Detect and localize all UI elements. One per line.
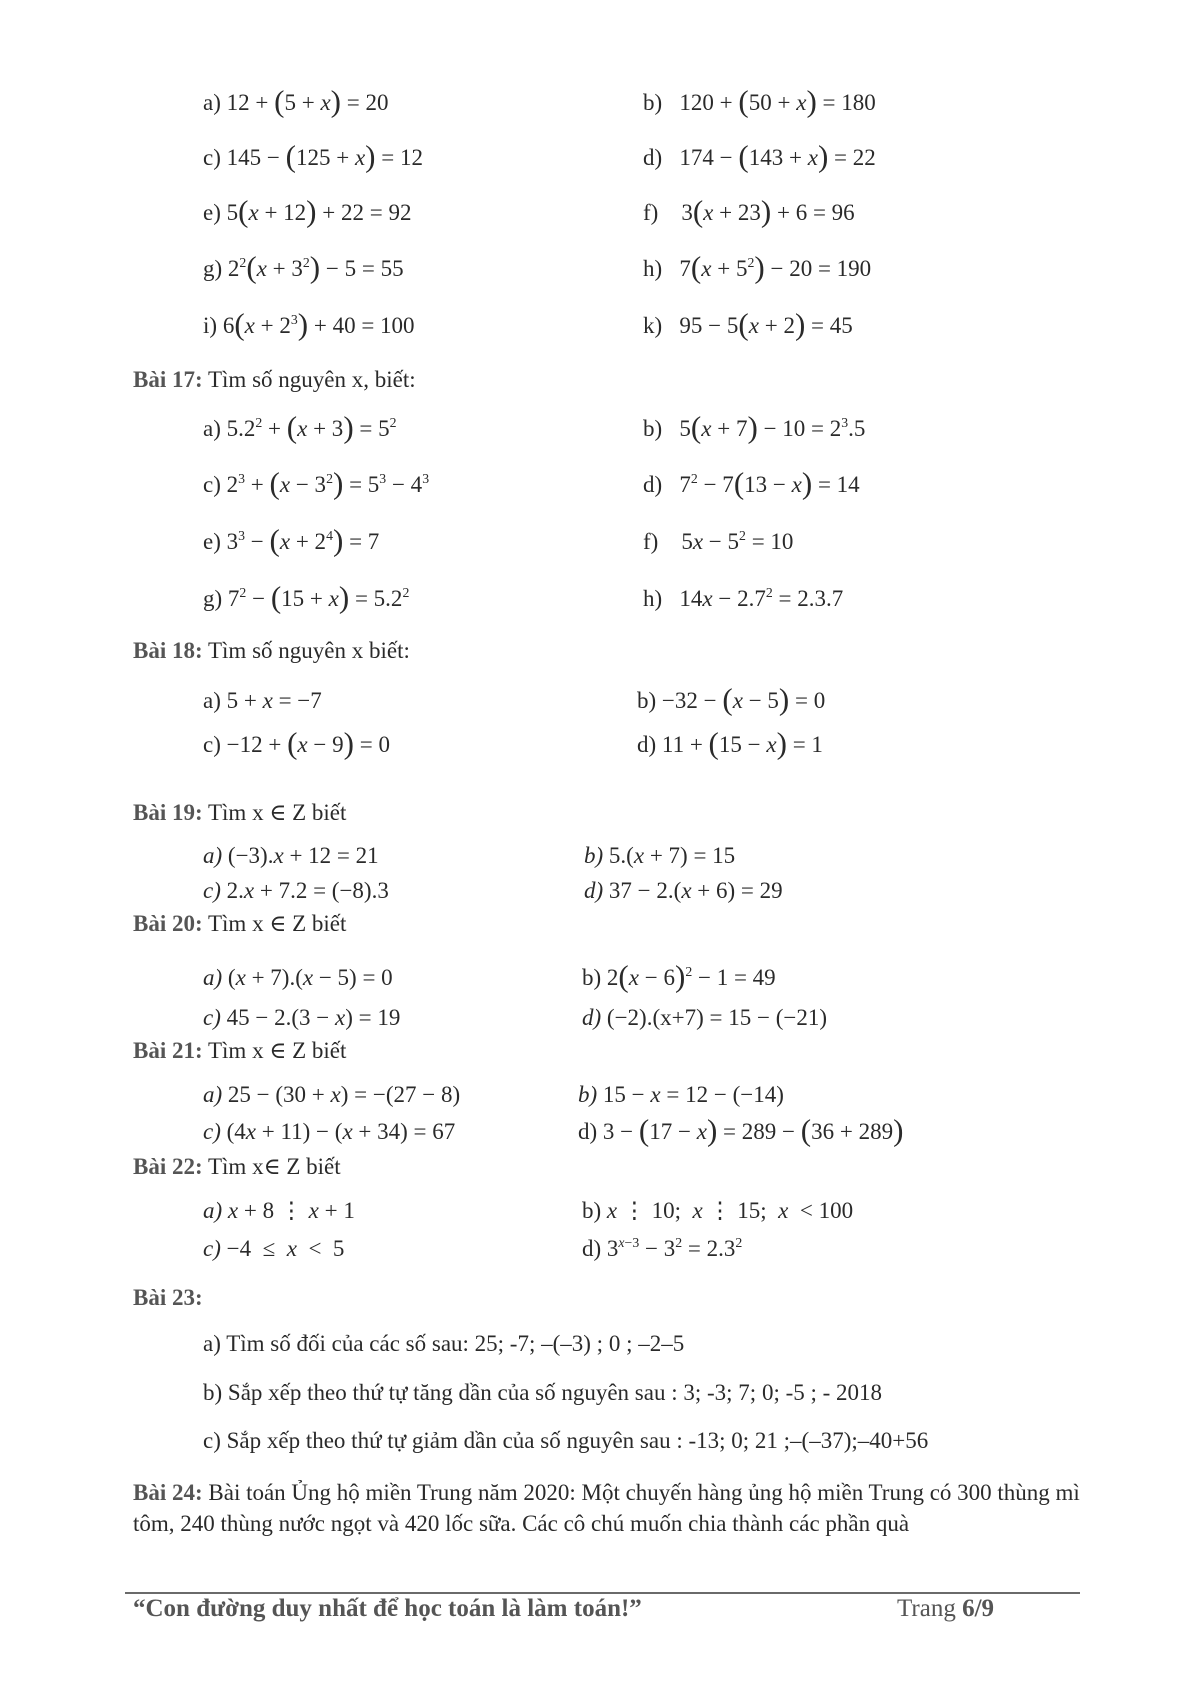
exercise-24-paragraph: Bài 24: Bài toán Ủng hộ miền Trung năm 2020: Một chuyến hàng ủng hộ miền Trung có 300 thùng mì tôm, 240 thùng nước ngọt và 420 lốc sữa. Các cô chú muốn chia thành các phần quà xyxy=(133,1480,1080,1536)
equation-f: f) $5x - 5^2 = 10$ xyxy=(643,528,794,554)
equation-row xyxy=(0,193,1193,229)
footer-divider xyxy=(125,1592,1080,1594)
equation-a: a) 25 − (30 + x) = −(27 − 8) xyxy=(203,1082,461,1107)
equation-c: c) −4 ≤ x < 5 xyxy=(203,1236,345,1261)
equation-a: a) 12 + (5 + x) = 20 xyxy=(203,83,389,119)
equation-row xyxy=(0,681,1193,717)
equation-c: c) 45 − 2.(3 − x) = 19 xyxy=(203,1005,401,1030)
equation-b: b) −32 − (x − 5) = 0 xyxy=(637,681,826,717)
equation-row xyxy=(0,725,1193,761)
equation-b: b) 5.(x + 7) = 15 xyxy=(584,843,736,868)
equation-row xyxy=(0,83,1193,119)
equation-row xyxy=(0,958,1193,994)
exercise-23-item-a: a) Tìm số đối của các số sau: 25; -7; –(–3) ; 0 ; –2–5 xyxy=(203,1331,685,1356)
equation-c: c) (4x + 11) − (x + 34) = 67 xyxy=(203,1119,456,1144)
equation-b: b) 120 + (50 + x) = 180 xyxy=(643,83,876,119)
equation-d: d) $7^2 - 7(13 - x) = 14$ xyxy=(643,465,860,501)
equation-g: g) $2^2(x + 3^2) - 5 = 55$ xyxy=(203,249,404,285)
exercise-23-item-c: c) Sắp xếp theo thứ tự giảm dần của số nguyên sau : -13; 0; 21 ;–(–37);–40+56 xyxy=(203,1428,929,1453)
equation-row xyxy=(0,876,1193,906)
equation-g: g) $7^2 - (15 + x) = 5.2^2$ xyxy=(203,579,410,615)
equation-row xyxy=(0,841,1193,871)
exercise-21-heading: Bài 21: Tìm x ∈ Z biết xyxy=(133,1038,347,1063)
equation-h: h) $14x - 2.7^2 = 2.3.7$ xyxy=(643,585,844,611)
exercise-22-heading: Bài 22: Tìm x∈ Z biết xyxy=(133,1154,341,1179)
equation-k: k) 95 − 5(x + 2) = 45 xyxy=(643,306,853,342)
equation-row xyxy=(0,1080,1193,1110)
equation-row xyxy=(0,306,1193,342)
equation-b: b) $2(x - 6)^2 - 1 = 49$ xyxy=(582,958,776,994)
exercise-19-heading: Bài 19: Tìm x ∈ Z biết xyxy=(133,800,347,825)
equation-row xyxy=(0,249,1193,285)
equation-b: b) 15 − x = 12 − (−14) xyxy=(578,1082,784,1107)
equation-c: c) 2.x + 7.2 = (−8).3 xyxy=(203,878,389,903)
equation-row xyxy=(0,409,1193,445)
equation-d: d) 11 + (15 − x) = 1 xyxy=(637,725,823,761)
footer-quote: “Con đường duy nhất để học toán là làm toán!” xyxy=(133,1595,642,1622)
equation-c: c) 145 − (125 + x) = 12 xyxy=(203,138,423,174)
equation-d: d) 3 − (17 − x) = 289 − (36 + 289) xyxy=(578,1112,904,1148)
equation-row xyxy=(0,138,1193,174)
equation-d: d) 174 − (143 + x) = 22 xyxy=(643,138,876,174)
exercise-23-heading: Bài 23: xyxy=(133,1285,203,1310)
equation-b: b) x ⋮ 10; x ⋮ 15; x < 100 xyxy=(582,1198,854,1223)
equation-row xyxy=(0,522,1193,558)
equation-a: a) 5 + x = −7 xyxy=(203,688,322,713)
equation-c: c) −12 + (x − 9) = 0 xyxy=(203,725,390,761)
equation-b: b) $5(x + 7) - 10 = 2^3.5$ xyxy=(643,409,866,445)
equation-d: d) (−2).(x+7) = 15 − (−21) xyxy=(582,1005,827,1030)
equation-row xyxy=(0,1003,1193,1033)
exercise-17-heading: Bài 17: Tìm số nguyên x, biết: xyxy=(133,367,416,392)
equation-row xyxy=(0,1112,1193,1148)
equation-d: d) 37 − 2.(x + 6) = 29 xyxy=(584,878,783,903)
exercise-20-heading: Bài 20: Tìm x ∈ Z biết xyxy=(133,911,347,936)
equation-row xyxy=(0,1234,1193,1264)
exercise-23-item-b: b) Sắp xếp theo thứ tự tăng dần của số nguyên sau : 3; -3; 7; 0; -5 ; - 2018 xyxy=(203,1380,883,1405)
equation-e: e) 5(x + 12) + 22 = 92 xyxy=(203,193,412,229)
equation-c: c) $2^3 + (x - 3^2) = 5^3 - 4^3$ xyxy=(203,465,430,501)
equation-a: a) x + 8 ⋮ x + 1 xyxy=(203,1198,355,1223)
equation-a: a) (−3).x + 12 = 21 xyxy=(203,843,379,868)
equation-a: a) $5.2^2 + (x + 3) = 5^2$ xyxy=(203,409,397,445)
equation-row xyxy=(0,465,1193,501)
page-number: Trang 6/9 xyxy=(897,1595,995,1622)
equation-f: f) 3(x + 23) + 6 = 96 xyxy=(643,193,855,229)
equation-d: d) $3^{x-3} - 3^2 = 2.3^2$ xyxy=(582,1235,743,1261)
equation-e: e) $3^3 - (x + 2^4) = 7$ xyxy=(203,522,380,558)
equation-a: a) (x + 7).(x − 5) = 0 xyxy=(203,965,393,990)
equation-row xyxy=(0,579,1193,615)
exercise-18-heading: Bài 18: Tìm số nguyên x biết: xyxy=(133,638,410,663)
equation-i: i) $6(x + 2^3) + 40 = 100$ xyxy=(203,306,415,342)
equation-row xyxy=(0,1196,1193,1226)
equation-h: h) $7(x + 5^2) - 20 = 190$ xyxy=(643,249,872,285)
